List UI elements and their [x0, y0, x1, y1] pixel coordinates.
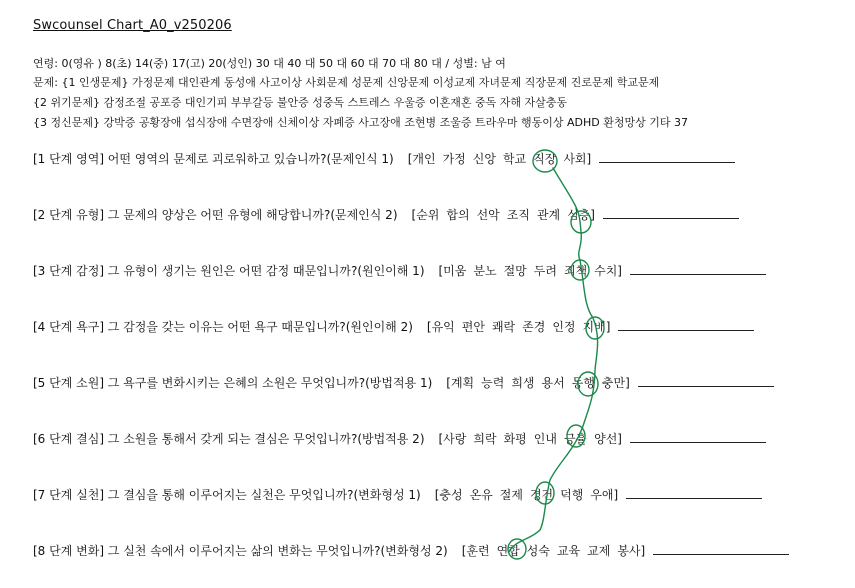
option-item[interactable]: [순위 — [411, 208, 440, 222]
option-list — [439, 432, 623, 446]
question-row — [33, 262, 766, 279]
answer-blank[interactable] — [630, 431, 766, 443]
question-text: [7 단계 실천] 그 결심을 통해 이루어지는 실천은 무엇입니까?(변화형성 1) — [33, 488, 421, 502]
option-item[interactable]: 존경 — [522, 320, 546, 334]
option-list — [435, 488, 619, 502]
option-item[interactable]: 충만] — [601, 376, 630, 390]
problem-category-3: {3 정신문제} 강박증 공황장애 섭식장애 수면장애 신체이상 자폐증 사고장애 조현병 조울증 트라우마 행동이상 ADHD 환청망상 기타 37 — [33, 116, 688, 129]
option-item[interactable]: 성숙 — [526, 544, 550, 558]
option-item[interactable]: 덕행 — [560, 488, 584, 502]
question-row — [33, 430, 766, 447]
option-item[interactable]: [계획 — [446, 376, 475, 390]
option-item[interactable]: 가정 — [442, 152, 466, 166]
question-text: [8 단계 변화] 그 실천 속에서 이루어지는 삶의 변화는 무엇입니까?(변화형성 2) — [33, 544, 448, 558]
option-item[interactable]: 희락 — [473, 432, 497, 446]
question-text: [5 단계 소원] 그 욕구를 변화시키는 은혜의 소원은 무엇입니까?(방법적용 1) — [33, 376, 433, 390]
option-item[interactable]: 절제 — [499, 488, 523, 502]
option-item[interactable]: 온유 — [469, 488, 493, 502]
problem-category-2: {2 위기문제} 감정조절 공포증 대인기피 부부갈등 불안증 성중독 스트레스 우울증 이혼재혼 중독 자해 자살충동 — [33, 96, 567, 109]
option-item[interactable]: [개인 — [407, 152, 436, 166]
answer-blank[interactable] — [630, 263, 766, 275]
question-row — [33, 150, 735, 167]
option-list — [427, 320, 611, 334]
option-item[interactable]: 봉사] — [617, 544, 646, 558]
question-text: [2 단계 유형] 그 문제의 양상은 어떤 유형에 해당합니까?(문제인식 2) — [33, 208, 398, 222]
option-item[interactable]: 인내 — [533, 432, 557, 446]
answer-blank[interactable] — [599, 151, 735, 163]
option-item[interactable]: [사랑 — [438, 432, 467, 446]
option-item[interactable]: 합의 — [446, 208, 470, 222]
option-item[interactable]: 사회] — [563, 152, 592, 166]
option-item[interactable]: 지배] — [582, 320, 611, 334]
question-text: [3 단계 감정] 그 유형이 생기는 원인은 어떤 감정 때문입니까?(원인이해 1) — [33, 264, 425, 278]
option-item[interactable]: 조직 — [506, 208, 530, 222]
question-row — [33, 542, 789, 559]
option-item[interactable]: 절망 — [503, 264, 527, 278]
option-item[interactable]: 두려 — [533, 264, 557, 278]
option-item[interactable]: 양선] — [594, 432, 622, 446]
option-item[interactable]: 선악 — [476, 208, 500, 222]
problem-category-1: 문제: {1 인생문제} 가정문제 대인관계 동성애 사고이상 사회문제 성문제 신앙문제 이성교제 자녀문제 직장문제 진로문제 학교문제 — [33, 76, 660, 89]
option-item[interactable]: [훈련 — [461, 544, 490, 558]
option-item[interactable]: 경건 — [529, 488, 554, 502]
option-item[interactable]: 죄책 — [563, 264, 588, 278]
option-item[interactable]: 편안 — [461, 320, 485, 334]
option-list — [462, 544, 646, 558]
question-text: [4 단계 욕구] 그 감정을 갖는 이유는 어떤 욕구 때문입니까?(원인이해 2) — [33, 320, 413, 334]
option-item[interactable]: 분노 — [473, 264, 497, 278]
option-list — [439, 264, 623, 278]
option-item[interactable]: 직장 — [533, 152, 557, 166]
option-list — [412, 208, 596, 222]
question-row — [33, 374, 774, 391]
answer-blank[interactable] — [618, 319, 754, 331]
option-item[interactable]: 화평 — [503, 432, 527, 446]
option-item[interactable]: [충성 — [434, 488, 463, 502]
option-item[interactable]: 학교 — [502, 152, 527, 166]
option-item[interactable]: 긍휼 — [563, 432, 588, 446]
question-text: [6 단계 결심] 그 소원을 통해서 갖게 되는 결심은 무엇입니까?(방법적용 2) — [33, 432, 425, 446]
option-item[interactable]: 심층] — [567, 208, 595, 222]
answer-blank[interactable] — [626, 487, 762, 499]
age-gender-line: 연령: 0(영유 ) 8(초) 14(중) 17(고) 20(성인) 30 대 40 대 50 대 60 대 70 대 80 대 / 성별: 남 여 — [33, 57, 506, 70]
option-item[interactable]: 교제 — [587, 544, 611, 558]
question-text: [1 단계 영역] 어떤 영역의 문제로 괴로워하고 있습니까?(문제인식 1) — [33, 152, 394, 166]
option-item[interactable]: 쾌락 — [491, 320, 516, 334]
question-row — [33, 486, 762, 503]
option-item[interactable]: [유익 — [426, 320, 455, 334]
question-row — [33, 318, 754, 335]
option-item[interactable]: 희생 — [511, 376, 535, 390]
option-item[interactable]: 신앙 — [472, 152, 496, 166]
question-row — [33, 206, 739, 223]
option-list — [408, 152, 592, 166]
answer-blank[interactable] — [653, 543, 789, 555]
option-item[interactable]: 용서 — [541, 376, 565, 390]
chart-title: Swcounsel Chart_A0_v250206 — [33, 18, 232, 33]
option-item[interactable]: [미움 — [438, 264, 467, 278]
option-item[interactable]: 교육 — [556, 544, 581, 558]
option-list — [446, 376, 630, 390]
answer-blank[interactable] — [638, 375, 774, 387]
option-item[interactable]: 동행 — [571, 376, 595, 390]
option-item[interactable]: 수치] — [594, 264, 622, 278]
option-item[interactable]: 능력 — [481, 376, 505, 390]
answer-blank[interactable] — [603, 207, 739, 219]
option-item[interactable]: 우애] — [590, 488, 619, 502]
option-item[interactable]: 관계 — [536, 208, 561, 222]
option-item[interactable]: 연합 — [496, 544, 520, 558]
option-item[interactable]: 인정 — [552, 320, 576, 334]
